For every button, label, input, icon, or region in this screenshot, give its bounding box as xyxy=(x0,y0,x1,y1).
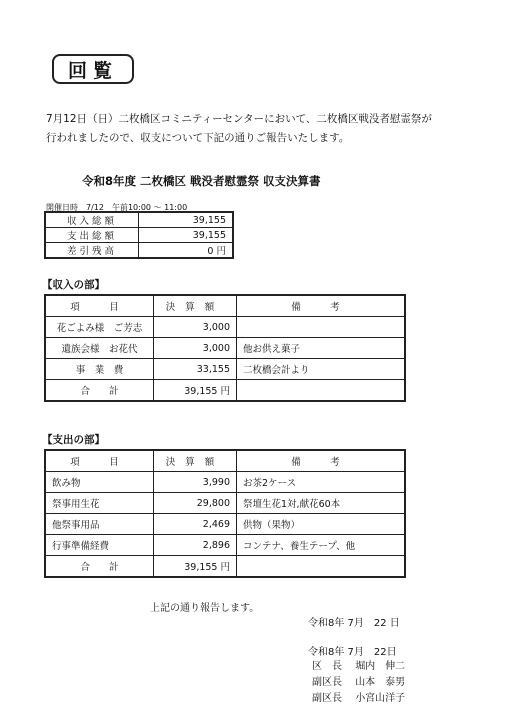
summary-table xyxy=(44,211,234,259)
amount-cell: 2,469 xyxy=(154,514,237,535)
table-header-row xyxy=(45,450,405,472)
column-header: 項 目 xyxy=(45,295,154,317)
amount-cell: 3,000 xyxy=(154,338,237,359)
table-header-row xyxy=(45,295,405,317)
column-header: 項 目 xyxy=(45,450,154,472)
document-title: 令和8年度 二枚橋区 戦没者慰霊祭 収支決算書 xyxy=(82,174,321,188)
total-label: 合 計 xyxy=(45,556,154,578)
note-cell xyxy=(237,317,406,338)
signature-name: 小宮山洋子 xyxy=(355,693,406,704)
table-row xyxy=(45,514,405,535)
total-row xyxy=(45,380,405,402)
summary-value: 0 円 xyxy=(139,243,234,259)
total-amount: 39,155 円 xyxy=(154,380,237,402)
note-cell: 二枚橋会計より xyxy=(237,359,406,380)
table-row xyxy=(45,535,405,556)
closing-statement: 上記の通り報告します。 xyxy=(150,603,260,614)
table-row xyxy=(45,359,405,380)
amount-cell: 3,990 xyxy=(154,472,237,493)
note-cell: 祭壇生花1対,献花60本 xyxy=(237,493,406,514)
signature-line xyxy=(312,659,405,675)
signature-date: 令和8年 7月 22日 xyxy=(308,647,397,658)
note-cell: 他お供え菓子 xyxy=(237,338,406,359)
circulation-badge: 回覧 xyxy=(52,54,134,84)
column-header: 備 考 xyxy=(237,450,406,472)
item-cell: 他祭事用品 xyxy=(45,514,154,535)
table-row xyxy=(45,493,405,514)
table-row xyxy=(45,317,405,338)
note-cell: お茶2ケース xyxy=(237,472,406,493)
column-header: 備 考 xyxy=(237,295,406,317)
table-row xyxy=(45,243,233,259)
total-row xyxy=(45,556,405,578)
summary-value: 39,155 xyxy=(139,212,234,228)
signature-name: 山本 泰男 xyxy=(355,677,406,688)
column-header: 決算額 xyxy=(154,450,237,472)
amount-cell: 33,155 xyxy=(154,359,237,380)
table-row xyxy=(45,472,405,493)
item-cell: 花ごよみ様 ご芳志 xyxy=(45,317,154,338)
item-cell: 行事準備経費 xyxy=(45,535,154,556)
report-date: 令和8年 7月 22 日 xyxy=(308,618,400,629)
signature-name: 堀内 伸二 xyxy=(355,661,406,672)
expense-heading: 【支出の部】 xyxy=(42,434,105,446)
summary-label: 支出総額 xyxy=(45,228,139,243)
summary-value: 39,155 xyxy=(139,228,234,243)
expense-table xyxy=(44,449,406,578)
event-time: 開催日時 7/12 午前10:00 ～ 11:00 xyxy=(46,203,188,212)
item-cell: 遺族会様 お花代 xyxy=(45,338,154,359)
amount-cell: 2,896 xyxy=(154,535,237,556)
amount-cell: 3,000 xyxy=(154,317,237,338)
signature-role: 区 長 xyxy=(312,661,342,672)
amount-cell: 29,800 xyxy=(154,493,237,514)
signature-line xyxy=(312,675,405,691)
signature-role: 副区長 xyxy=(312,677,342,688)
note-cell: コンテナ、養生テープ、他 xyxy=(237,535,406,556)
total-label: 合 計 xyxy=(45,380,154,402)
intro-line-1: 7月12日（日）二枚橋区コミニティーセンターにおいて、二枚橋区戦没者慰霊祭が xyxy=(46,113,432,125)
column-header: 決算額 xyxy=(154,295,237,317)
note-cell xyxy=(237,380,406,402)
note-cell: 供物（果物） xyxy=(237,514,406,535)
item-cell: 事 業 費 xyxy=(45,359,154,380)
intro-text xyxy=(46,110,432,148)
summary-label: 収入総額 xyxy=(45,212,139,228)
item-cell: 飲み物 xyxy=(45,472,154,493)
income-table xyxy=(44,294,406,402)
note-cell xyxy=(237,556,406,578)
signature-line xyxy=(312,691,405,707)
intro-line-2: 行われましたので、収支について下記の通りご報告いたします。 xyxy=(46,132,350,144)
signature-role: 副区長 xyxy=(312,693,342,704)
table-row xyxy=(45,338,405,359)
income-heading: 【収入の部】 xyxy=(42,279,105,291)
item-cell: 祭事用生花 xyxy=(45,493,154,514)
table-row xyxy=(45,212,233,228)
summary-label: 差引残高 xyxy=(45,243,139,259)
total-amount: 39,155 円 xyxy=(154,556,237,578)
signature-block xyxy=(312,659,405,707)
table-row xyxy=(45,228,233,243)
